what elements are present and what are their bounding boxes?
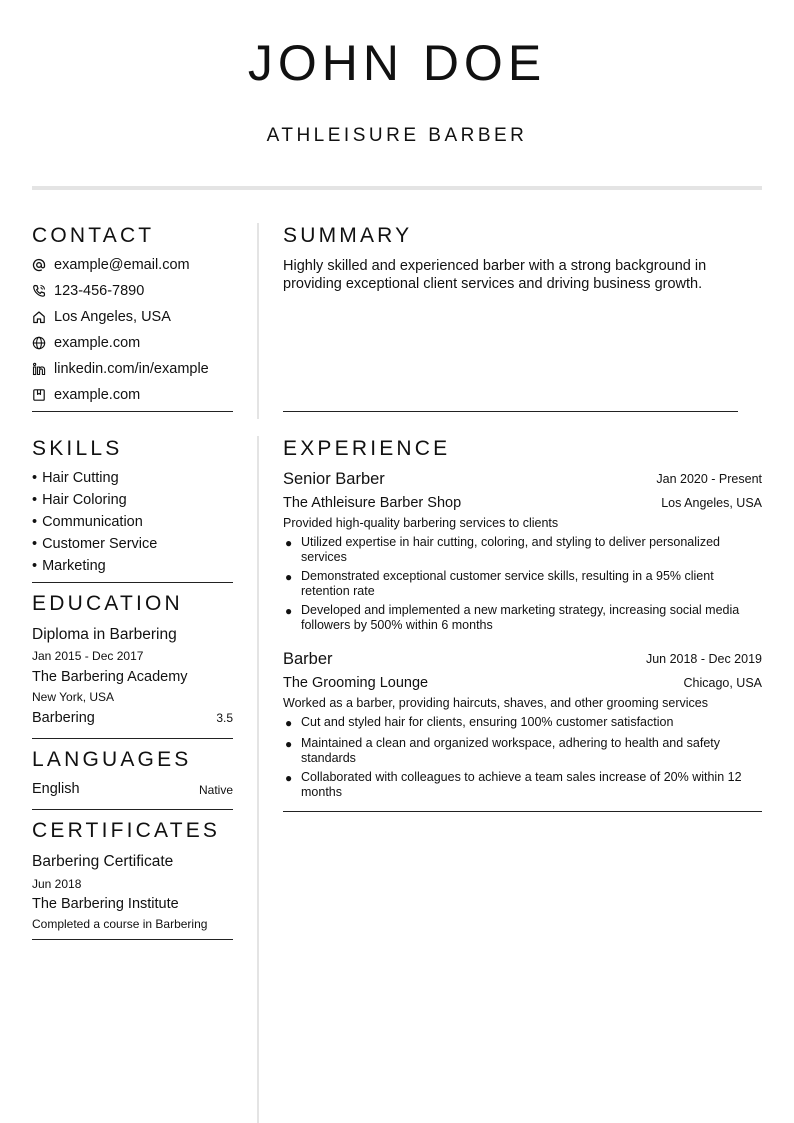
job-title: Senior Barber bbox=[283, 470, 385, 488]
bullet-icon: • bbox=[32, 536, 38, 552]
skill-item: • Communication bbox=[32, 514, 143, 530]
contact-location bbox=[32, 307, 171, 327]
contact-linkedin bbox=[32, 359, 209, 379]
language-name: English bbox=[32, 781, 80, 797]
bullet-icon: ● bbox=[285, 570, 293, 584]
location-text: Los Angeles, USA bbox=[54, 309, 171, 325]
bullet-icon: ● bbox=[285, 604, 293, 618]
summary-text: Highly skilled and experienced barber with a strong background in providing exceptional client services and driving business growth. bbox=[283, 258, 707, 292]
job-company: The Athleisure Barber Shop bbox=[283, 495, 462, 511]
bullet-icon: ● bbox=[285, 716, 293, 730]
certificate-name: Barbering Certificate bbox=[32, 853, 174, 870]
certificates-section bbox=[32, 819, 233, 944]
language-level: Native bbox=[198, 783, 233, 797]
contact-portfolio bbox=[32, 385, 140, 405]
bullet-icon: ● bbox=[285, 771, 293, 785]
job-title-heading: ATHLEISURE BARBER bbox=[266, 125, 528, 146]
languages-section bbox=[32, 748, 233, 813]
education-divider bbox=[32, 738, 233, 739]
column-divider-top bbox=[257, 223, 259, 419]
job-description: Worked as a barber, providing haircuts, shaves, and other grooming services bbox=[283, 696, 708, 710]
education-location: New York, USA bbox=[32, 690, 115, 704]
phone-text: 123-456-7890 bbox=[54, 283, 145, 299]
job-location: Los Angeles, USA bbox=[661, 496, 762, 510]
header-divider bbox=[32, 186, 762, 190]
certificate-date: Jun 2018 bbox=[32, 877, 82, 891]
bullet-icon: • bbox=[32, 492, 38, 508]
globe-icon bbox=[32, 336, 46, 350]
education-field: Barbering bbox=[32, 710, 95, 726]
contact-phone bbox=[32, 281, 144, 301]
job-title: Barber bbox=[283, 650, 333, 668]
skills-heading: SKILLS bbox=[32, 437, 123, 460]
job-dates: Jan 2020 - Present bbox=[656, 472, 762, 486]
languages-heading: LANGUAGES bbox=[32, 748, 192, 771]
portfolio-icon bbox=[32, 388, 46, 402]
education-school: The Barbering Academy bbox=[32, 669, 188, 685]
skill-item: • Marketing bbox=[32, 558, 106, 574]
experience-divider bbox=[283, 811, 762, 812]
education-gpa: 3.5 bbox=[216, 711, 233, 725]
job-company: The Grooming Lounge bbox=[283, 675, 429, 691]
bullet-icon: ● bbox=[285, 737, 293, 751]
education-heading: EDUCATION bbox=[32, 592, 183, 615]
education-section bbox=[32, 592, 233, 742]
portfolio-text[interactable]: example.com bbox=[54, 387, 141, 403]
skill-item: • Hair Cutting bbox=[32, 470, 119, 486]
skills-divider bbox=[32, 582, 233, 583]
certificates-divider bbox=[32, 939, 233, 940]
experience-section: EXPERIENCE Senior Barber Jan 2020 - Present The Athleisure Barber Shop Los Angeles, USA Provided high-quality barbering services to clients ● Utilized expertise in hair cutting, coloring, and styling to deliver personalized services ● Demonstrated exceptional customer service skills, resulting in a 95% client retention rate ● Developed and implemented a new marketing strategy, increasing social media followers by 500% within 6 months Barber Jun 2018 - Dec 2019 The Grooming Lounge Chicago, USA Worked as a barber, providing haircuts, shaves, and other grooming services ● Cut and styled hair for clients, ensuring 100% customer satisfaction ● Maintained a clean and organized workspace, adhering to health and safety standards ● Collaborated with colleagues to achieve a team sales increase of 20% within 12 months bbox=[283, 437, 762, 817]
experience-heading: EXPERIENCE bbox=[283, 437, 451, 460]
summary-heading: SUMMARY bbox=[283, 224, 413, 247]
job-location: Chicago, USA bbox=[683, 676, 762, 690]
candidate-name: JOHN DOE bbox=[247, 35, 547, 91]
skills-section bbox=[32, 437, 233, 587]
contact-divider bbox=[32, 411, 233, 412]
summary-divider bbox=[283, 411, 738, 412]
certificate-issuer: The Barbering Institute bbox=[32, 896, 179, 912]
skill-item: • Customer Service bbox=[32, 536, 158, 552]
job-description: Provided high-quality barbering services to clients bbox=[283, 516, 559, 530]
at-icon bbox=[32, 258, 46, 272]
email-text[interactable]: example@email.com bbox=[54, 257, 190, 273]
education-degree: Diploma in Barbering bbox=[32, 626, 177, 643]
bullet-icon: • bbox=[32, 514, 38, 530]
home-icon bbox=[32, 310, 46, 324]
bullet-icon: • bbox=[32, 470, 38, 486]
certificate-description: Completed a course in Barbering bbox=[32, 917, 208, 931]
contact-heading: CONTACT bbox=[32, 224, 155, 247]
column-divider-bottom bbox=[257, 436, 259, 1123]
bullet-icon: ● bbox=[285, 536, 293, 550]
languages-divider bbox=[32, 809, 233, 810]
summary-section bbox=[283, 224, 762, 414]
education-dates: Jan 2015 - Dec 2017 bbox=[32, 649, 144, 663]
phone-icon bbox=[32, 284, 46, 298]
job-dates: Jun 2018 - Dec 2019 bbox=[645, 652, 762, 666]
linkedin-icon bbox=[32, 362, 46, 376]
contact-website bbox=[32, 333, 140, 353]
linkedin-text[interactable]: linkedin.com/in/example bbox=[54, 361, 209, 377]
certificates-heading: CERTIFICATES bbox=[32, 819, 221, 842]
skill-item: • Hair Coloring bbox=[32, 492, 127, 508]
bullet-icon: • bbox=[32, 558, 38, 574]
website-text[interactable]: example.com bbox=[54, 335, 141, 351]
contact-email bbox=[32, 255, 190, 275]
contact-section bbox=[32, 224, 233, 414]
